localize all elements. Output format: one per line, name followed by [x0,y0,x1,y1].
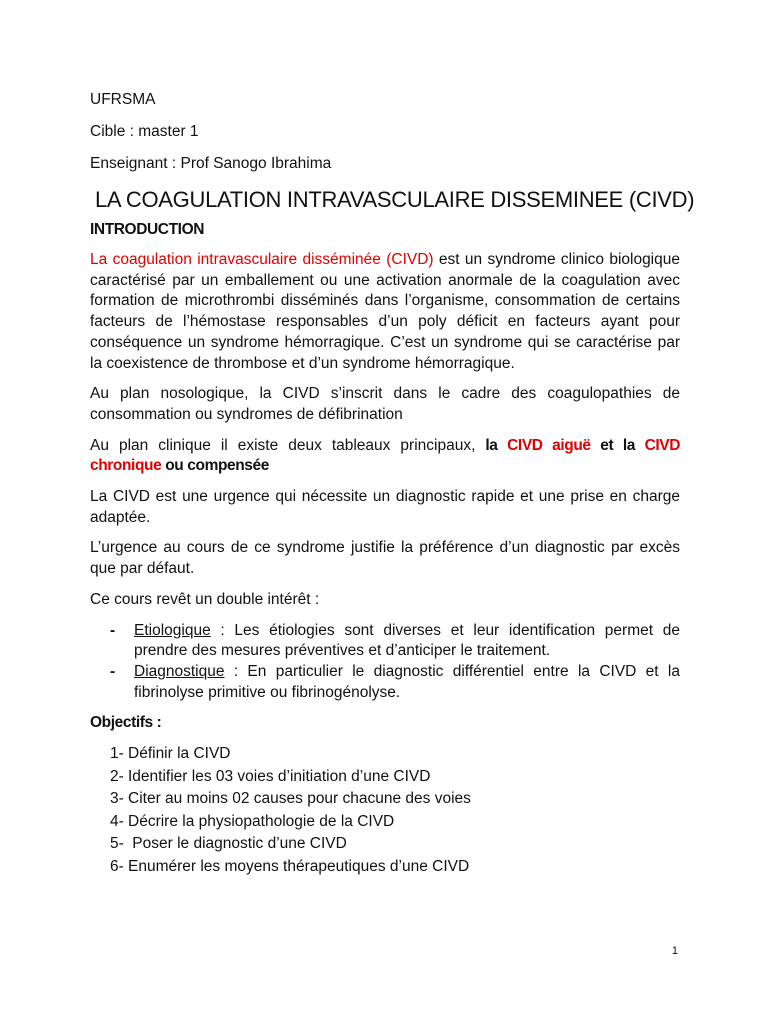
intro-paragraph-5: L’urgence au cours de ce syndrome justifie la préférence d’un diagnostic par excès que par défaut. [90,539,680,578]
interest-label: Etiologique [134,621,211,639]
objective-number: 2- [110,767,124,785]
objectives-list [90,743,680,878]
target-line: Cible : master 1 [90,123,199,140]
interest-text: : Les étiologies sont diverses et leur identification permet de prendre des mesures préventives et d’anticiper le traitement. [134,621,680,660]
objectives-heading: Objectifs : [90,714,162,732]
teacher-line: Enseignant : Prof Sanogo Ibrahima [90,155,332,172]
objective-item [90,766,680,789]
objective-text: Identifier les 03 voies d’initiation d’une CIVD [128,767,431,785]
la-text: la [485,436,508,454]
intro-paragraph-1-text: est un syndrome clinico biologique caractérisé par un emballement ou une activation anormale de la coagulation avec formation de microthrombi disséminés dans l’organisme, consommation de certains facteurs de l’hémostase responsables d’un poly déficit en facteurs ayant pour conséquence un syndrome hémorragique. C’est un syndrome qui se caractérise par la coexistence de thrombose et d’un syndrome hémorragique. [90,251,680,372]
objective-number: 6- [110,857,124,875]
intro-paragraph-1 [90,250,680,374]
objective-text: Décrire la physiopathologie de la CIVD [128,812,395,830]
intro-paragraph-6: Ce cours revêt un double intérêt : [90,590,320,608]
list-dash: - [110,621,116,639]
institution-line: UFRSMA [90,91,156,108]
interest-label: Diagnostique [134,662,225,680]
objective-number: 1- [110,745,124,763]
objective-number: 4- [110,812,124,830]
interest-item-diagnostique [90,662,680,703]
intro-paragraph-2: Au plan nosologique, la CIVD s’inscrit dans le cadre des coagulopathies de consommation ou syndromes de défibrination [90,385,680,423]
objective-text: Définir la CIVD [128,745,231,763]
objective-item [90,856,680,879]
introduction-heading: INTRODUCTION [90,221,205,238]
et-la-text: et la [590,436,645,454]
list-dash: - [110,662,116,680]
objective-number: 3- [110,790,124,808]
objective-item [90,788,680,811]
interest-list [90,621,680,704]
objective-item [90,743,680,766]
objective-number: 5- [110,835,124,853]
interest-text: : En particulier le diagnostic différentiel entre la CIVD et la fibrinolyse primitive ou fibrinogénolyse. [134,662,680,701]
page-number: 1 [671,945,678,957]
objective-text: Enumérer les moyens thérapeutiques d’une CIVD [128,857,470,875]
civd-aigue-highlight: CIVD aiguë [507,436,591,454]
intro-paragraph-3-text: Au plan clinique il existe deux tableaux principaux, [90,436,486,454]
civd-definition-highlight: La coagulation intravasculaire disséminée (CIVD) [90,251,434,268]
objective-text: Citer au moins 02 causes pour chacune des voies [128,790,471,808]
civd-chronique-highlight: CIVD chronique [90,436,681,475]
document-content [90,90,695,878]
intro-paragraph-4: La CIVD est une urgence qui nécessite un diagnostic rapide et une prise en charge adaptée. [90,488,680,526]
document-title: LA COAGULATION INTRAVASCULAIRE DISSEMINEE (CIVD) [95,187,695,212]
objective-item [90,811,680,834]
objective-text: Poser le diagnostic d’une CIVD [128,835,347,853]
intro-paragraph-3 [90,436,680,477]
interest-item-etiologique [90,621,680,662]
objective-item [90,833,680,856]
ou-compensee-text: ou compensée [161,457,269,475]
